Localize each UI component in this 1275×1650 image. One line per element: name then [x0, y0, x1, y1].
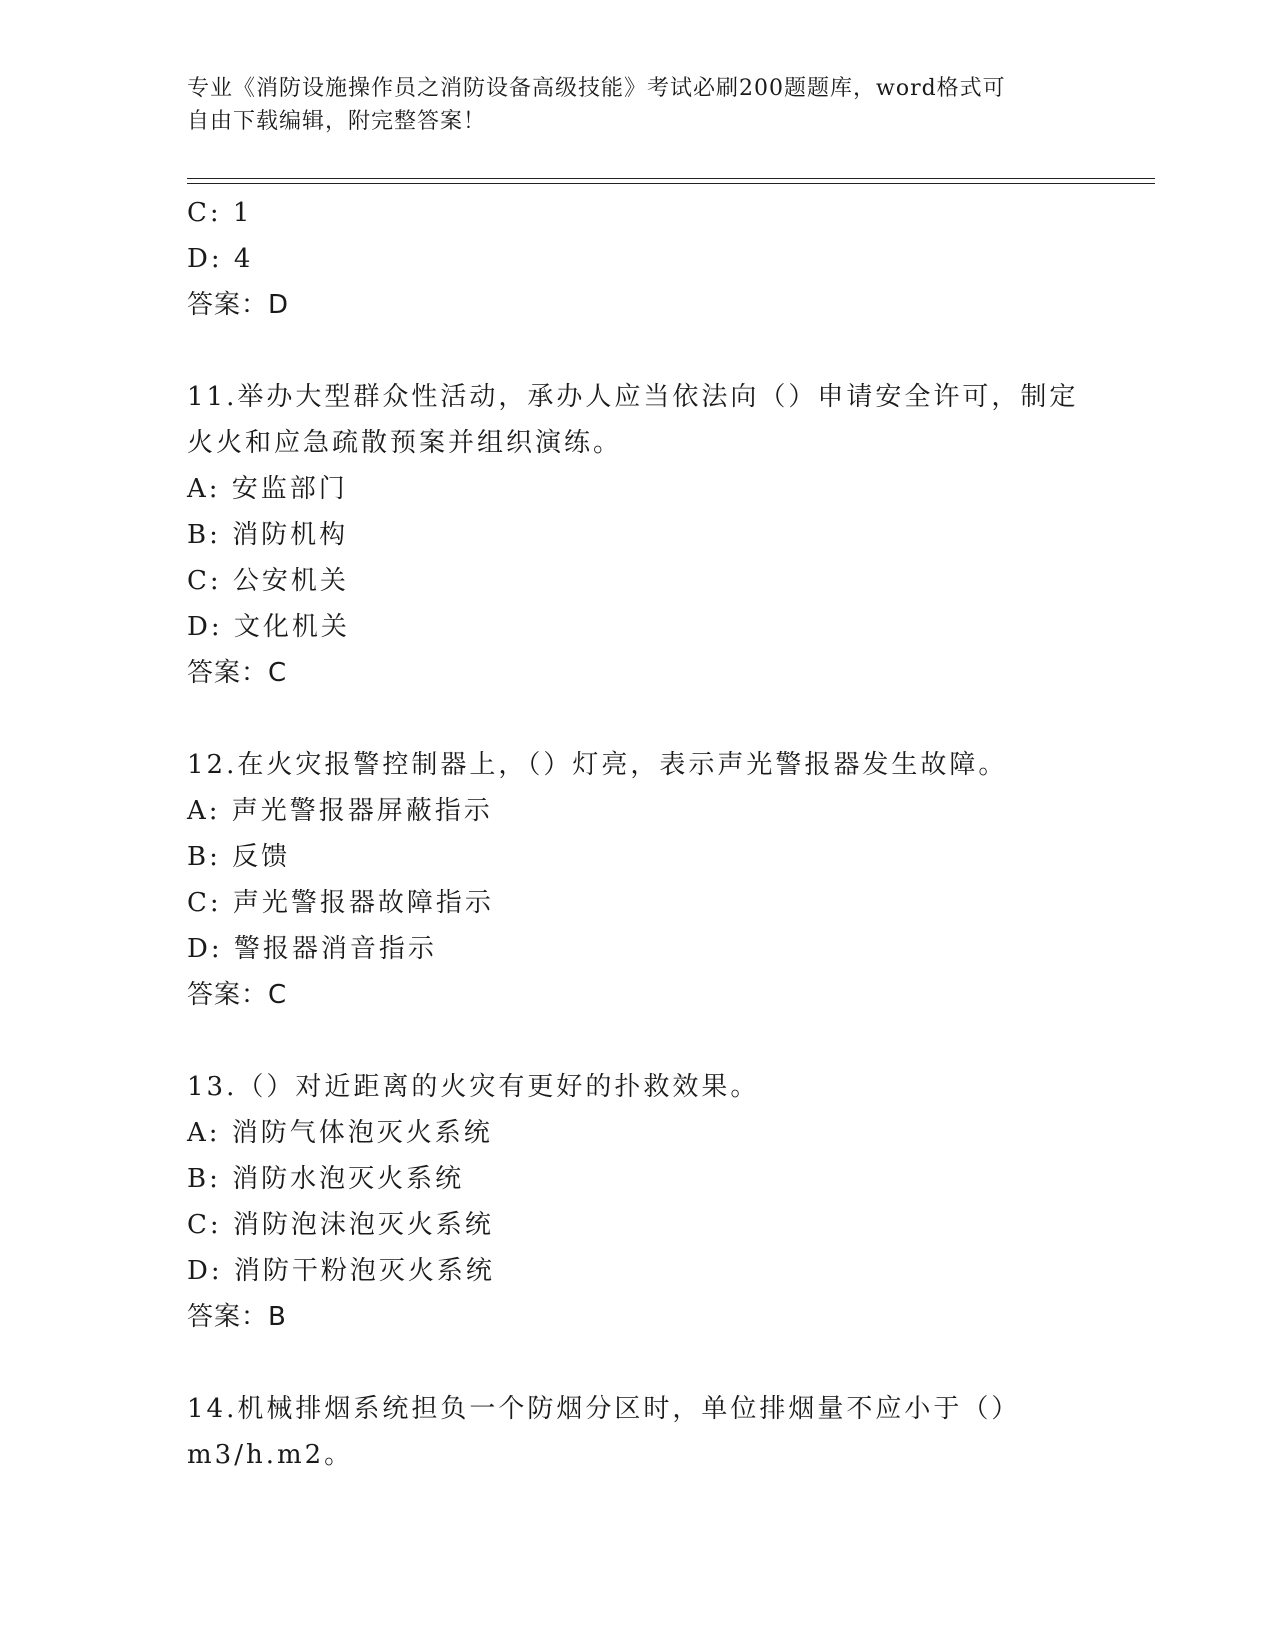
header-line-1: 专业《消防设施操作员之消防设备高级技能》考试必刷200题题库，word格式可	[187, 76, 1006, 101]
option-b: B: 消防机构	[187, 520, 349, 550]
option-c: C: 公安机关	[187, 566, 349, 596]
question-list	[187, 190, 1107, 1478]
answer-line: 答案：B	[187, 1302, 287, 1332]
question-13	[187, 1064, 1107, 1340]
option-b: B: 消防水泡灭火系统	[187, 1164, 465, 1194]
option-d: D: 4	[187, 244, 254, 274]
question-stem: 11.举办大型群众性活动，承办人应当依法向（）申请安全许可，制定	[187, 382, 1079, 412]
question-12	[187, 742, 1107, 1018]
question-14	[187, 1386, 1107, 1478]
page-header	[187, 72, 1087, 138]
header-divider	[187, 178, 1155, 184]
option-a: A: 安监部门	[187, 474, 348, 504]
option-a: A: 声光警报器屏蔽指示	[187, 796, 493, 826]
question-stem-cont: 火火和应急疏散预案并组织演练。	[187, 428, 623, 458]
question-stem: 12.在火灾报警控制器上，（）灯亮，表示声光警报器发生故障。	[187, 750, 1008, 780]
answer-line: 答案：C	[187, 980, 288, 1010]
option-c: C: 1	[187, 198, 253, 228]
prev-question-block	[187, 190, 1107, 328]
answer-line: 答案：C	[187, 658, 288, 688]
answer-line: 答案：D	[187, 290, 290, 320]
option-d: D: 警报器消音指示	[187, 934, 437, 964]
option-b: B: 反馈	[187, 842, 291, 872]
question-stem: 13.（）对近距离的火灾有更好的扑救效果。	[187, 1072, 760, 1102]
option-c: C: 消防泡沫泡灭火系统	[187, 1210, 494, 1240]
option-d: D: 文化机关	[187, 612, 350, 642]
header-line-2: 自由下载编辑，附完整答案！	[187, 109, 487, 134]
question-stem-cont: m3/h.m2。	[187, 1440, 354, 1470]
option-d: D: 消防干粉泡灭火系统	[187, 1256, 495, 1286]
question-stem: 14.机械排烟系统担负一个防烟分区时，单位排烟量不应小于（）	[187, 1394, 1021, 1424]
option-a: A: 消防气体泡灭火系统	[187, 1118, 493, 1148]
question-11	[187, 374, 1107, 696]
option-c: C: 声光警报器故障指示	[187, 888, 494, 918]
